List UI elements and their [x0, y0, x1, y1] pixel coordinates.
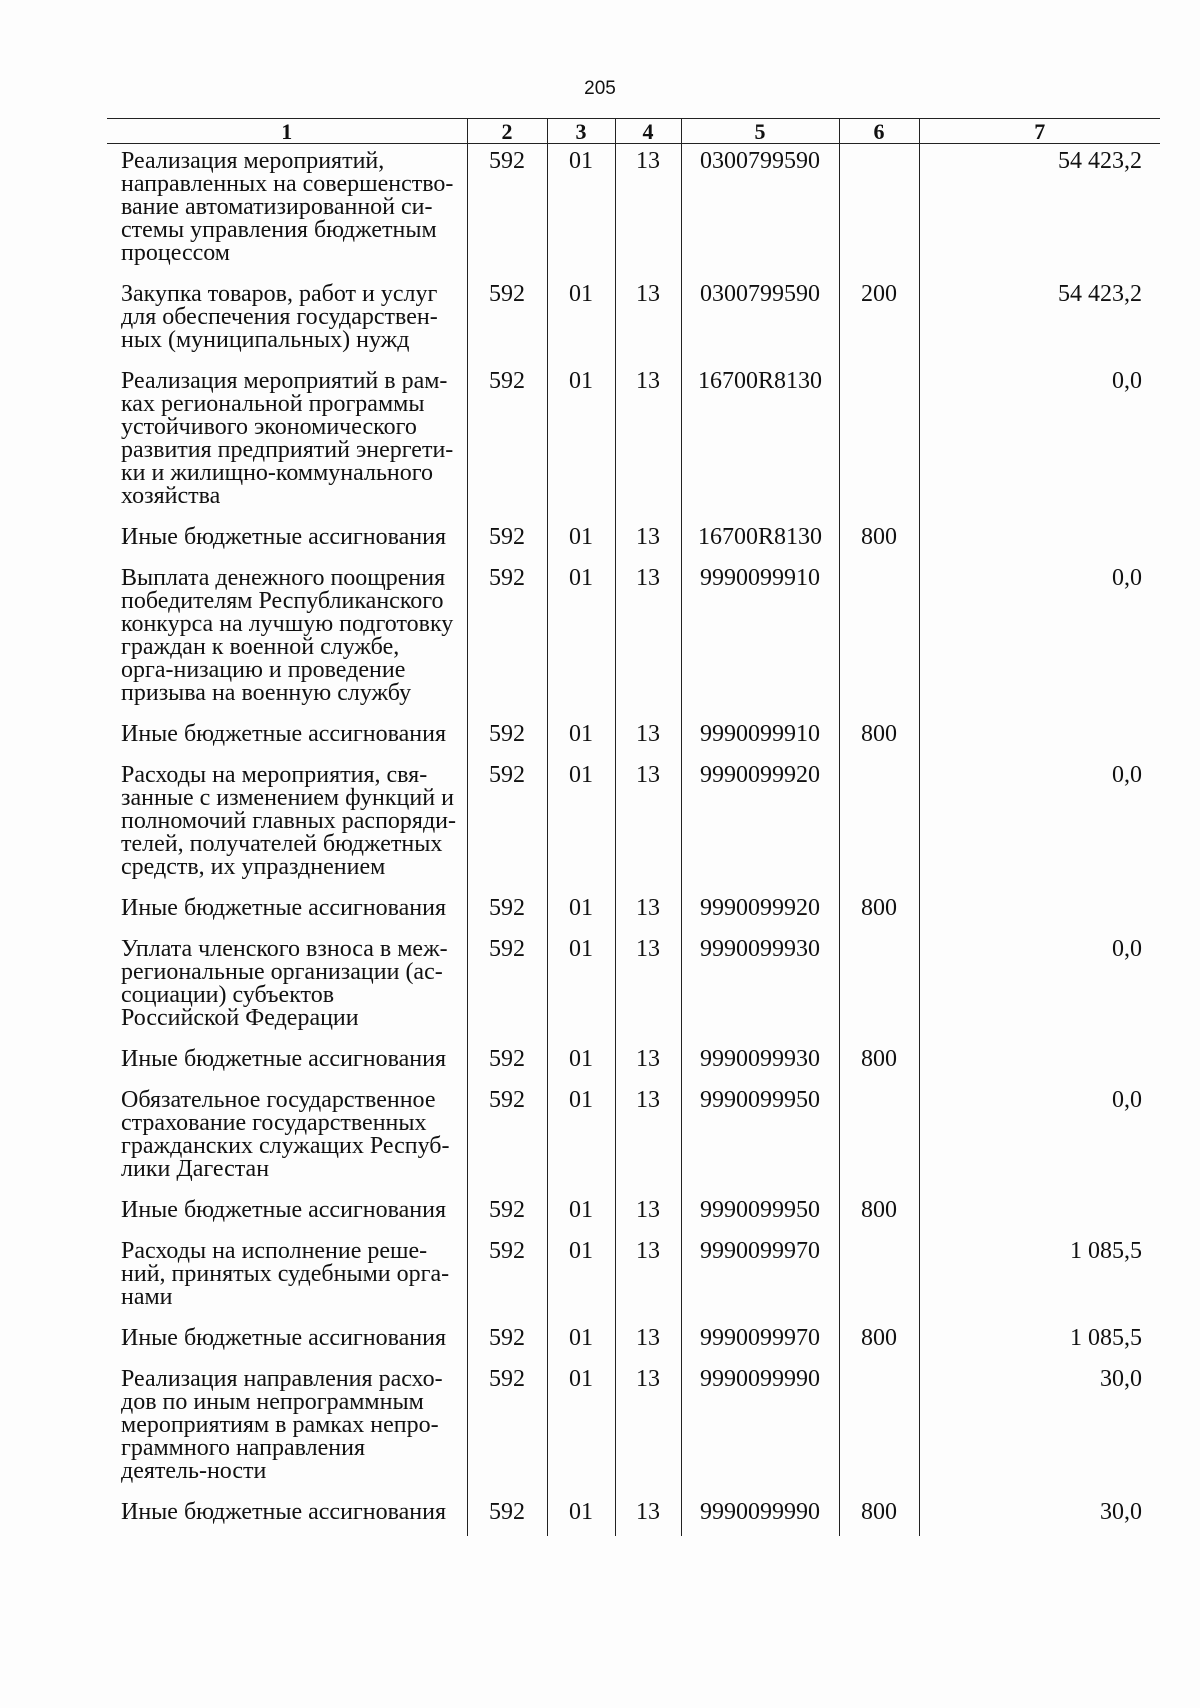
col-5-cell: 9990099920	[681, 758, 839, 891]
expense-name-cell: Реализация направления расхо-дов по иным непрограммным мероприятиям в рамках непро-граммного направления деятель-ности	[121, 1366, 443, 1484]
col-2-cell: 592	[467, 1193, 547, 1234]
expense-name-cell: Реализация мероприятий в рам-ках региональной программы устойчивого экономического развития предприятий энергети-ки и жилищно-коммунального хозяйства	[121, 368, 454, 509]
page-number: 205	[584, 78, 616, 99]
col-3-cell: 01	[547, 1234, 615, 1321]
table-row	[107, 1234, 1160, 1321]
col-3-cell: 01	[547, 1495, 615, 1536]
table-row	[107, 277, 1160, 364]
column-header-3: 3	[547, 119, 615, 144]
col-4-cell: 13	[615, 1495, 681, 1536]
amount-cell: 0,0	[919, 932, 1160, 1042]
col-6-cell	[839, 1362, 919, 1495]
column-header-6: 6	[839, 119, 919, 144]
col-5-cell: 9990099910	[681, 717, 839, 758]
table-row	[107, 364, 1160, 520]
expense-name-cell: Иные бюджетные ассигнования	[121, 1325, 446, 1351]
column-header-2: 2	[467, 119, 547, 144]
column-header-7: 7	[919, 119, 1160, 144]
col-5-cell: 9990099930	[681, 932, 839, 1042]
col-3-cell: 01	[547, 144, 615, 278]
col-2-cell: 592	[467, 1042, 547, 1083]
col-3-cell: 01	[547, 277, 615, 364]
col-3-cell: 01	[547, 364, 615, 520]
col-4-cell: 13	[615, 758, 681, 891]
col-6-cell: 800	[839, 717, 919, 758]
table-row	[107, 717, 1160, 758]
col-5-cell: 9990099970	[681, 1234, 839, 1321]
col-6-cell: 800	[839, 1042, 919, 1083]
col-2-cell: 592	[467, 1234, 547, 1321]
col-5-cell: 9990099990	[681, 1495, 839, 1536]
col-3-cell: 01	[547, 758, 615, 891]
col-5-cell: 9990099920	[681, 891, 839, 932]
col-5-cell: 9990099950	[681, 1193, 839, 1234]
col-6-cell: 800	[839, 891, 919, 932]
table-row	[107, 891, 1160, 932]
col-4-cell: 13	[615, 364, 681, 520]
col-5-cell: 0300799590	[681, 277, 839, 364]
col-3-cell: 01	[547, 717, 615, 758]
col-6-cell: 800	[839, 1495, 919, 1536]
amount-cell: 54 423,2	[919, 277, 1160, 364]
table-row	[107, 1362, 1160, 1495]
amount-cell: 1 085,5	[919, 1321, 1160, 1362]
header-row	[107, 119, 1160, 144]
col-5-cell: 9990099910	[681, 561, 839, 717]
amount-cell: 0,0	[919, 364, 1160, 520]
amount-cell	[919, 717, 1160, 758]
col-5-cell: 9990099990	[681, 1362, 839, 1495]
expense-name-cell: Обязательное государственное страхование государственных гражданских служащих Респуб-лики Дагестан	[121, 1087, 450, 1182]
col-4-cell: 13	[615, 1234, 681, 1321]
col-4-cell: 13	[615, 1321, 681, 1362]
col-4-cell: 13	[615, 277, 681, 364]
col-2-cell: 592	[467, 717, 547, 758]
table-row	[107, 1193, 1160, 1234]
expense-name-cell: Закупка товаров, работ и услуг для обеспечения государствен-ных (муниципальных) нужд	[121, 281, 438, 353]
expense-name-cell: Иные бюджетные ассигнования	[121, 1046, 446, 1072]
col-4-cell: 13	[615, 520, 681, 561]
col-6-cell: 200	[839, 277, 919, 364]
table-row	[107, 520, 1160, 561]
amount-cell	[919, 1193, 1160, 1234]
amount-cell	[919, 891, 1160, 932]
col-3-cell: 01	[547, 1362, 615, 1495]
col-3-cell: 01	[547, 891, 615, 932]
amount-cell: 0,0	[919, 561, 1160, 717]
column-header-4: 4	[615, 119, 681, 144]
col-6-cell	[839, 561, 919, 717]
expense-name-cell: Реализация мероприятий, направленных на совершенство-вание автоматизированной си-стемы управления бюджетным процессом	[121, 148, 454, 266]
col-2-cell: 592	[467, 932, 547, 1042]
col-2-cell: 592	[467, 758, 547, 891]
table-row	[107, 1042, 1160, 1083]
col-3-cell: 01	[547, 1042, 615, 1083]
col-6-cell	[839, 364, 919, 520]
expense-name-cell: Расходы на исполнение реше-ний, принятых судебными орга-нами	[121, 1238, 450, 1310]
expense-name-cell: Иные бюджетные ассигнования	[121, 524, 446, 550]
table-row	[107, 1495, 1160, 1536]
col-3-cell: 01	[547, 1321, 615, 1362]
expense-name-cell: Иные бюджетные ассигнования	[121, 1499, 446, 1525]
col-2-cell: 592	[467, 1362, 547, 1495]
col-4-cell: 13	[615, 144, 681, 278]
col-6-cell: 800	[839, 1193, 919, 1234]
budget-table	[107, 118, 1160, 1536]
col-2-cell: 592	[467, 144, 547, 278]
col-6-cell	[839, 1083, 919, 1193]
col-2-cell: 592	[467, 520, 547, 561]
col-2-cell: 592	[467, 1321, 547, 1362]
col-3-cell: 01	[547, 1083, 615, 1193]
col-5-cell: 0300799590	[681, 144, 839, 278]
col-3-cell: 01	[547, 1193, 615, 1234]
expense-name-cell: Уплата членского взноса в меж-региональные организации (ас-социации) субъектов Российской Федерации	[121, 936, 448, 1031]
amount-cell: 1 085,5	[919, 1234, 1160, 1321]
amount-cell: 30,0	[919, 1495, 1160, 1536]
expense-name-cell: Расходы на мероприятия, свя-занные с изменением функций и полномочий главных распоряди-телей, получателей бюджетных средств, их упразднением	[121, 762, 457, 880]
table-row	[107, 561, 1160, 717]
col-6-cell: 800	[839, 1321, 919, 1362]
col-5-cell: 9990099950	[681, 1083, 839, 1193]
col-3-cell: 01	[547, 932, 615, 1042]
col-4-cell: 13	[615, 932, 681, 1042]
table-row	[107, 1083, 1160, 1193]
col-4-cell: 13	[615, 1362, 681, 1495]
col-4-cell: 13	[615, 561, 681, 717]
col-5-cell: 16700R8130	[681, 520, 839, 561]
col-4-cell: 13	[615, 717, 681, 758]
expense-name-cell: Иные бюджетные ассигнования	[121, 1197, 446, 1223]
table-row	[107, 932, 1160, 1042]
expense-name-cell: Иные бюджетные ассигнования	[121, 895, 446, 921]
amount-cell: 0,0	[919, 1083, 1160, 1193]
column-header-5: 5	[681, 119, 839, 144]
col-6-cell	[839, 932, 919, 1042]
table-row	[107, 758, 1160, 891]
col-6-cell	[839, 1234, 919, 1321]
col-4-cell: 13	[615, 1193, 681, 1234]
expense-name-cell: Выплата денежного поощрения победителям Республиканского конкурса на лучшую подготовку граждан к военной службе, орга-низацию и проведение призыва на военную службу	[121, 565, 454, 706]
amount-cell	[919, 520, 1160, 561]
col-5-cell: 16700R8130	[681, 364, 839, 520]
col-2-cell: 592	[467, 1495, 547, 1536]
col-4-cell: 13	[615, 1042, 681, 1083]
col-3-cell: 01	[547, 561, 615, 717]
col-5-cell: 9990099970	[681, 1321, 839, 1362]
expense-name-cell: Иные бюджетные ассигнования	[121, 721, 446, 747]
table-body	[107, 144, 1160, 1537]
col-6-cell: 800	[839, 520, 919, 561]
col-2-cell: 592	[467, 364, 547, 520]
col-4-cell: 13	[615, 891, 681, 932]
table-row	[107, 144, 1160, 278]
col-6-cell	[839, 758, 919, 891]
amount-cell: 30,0	[919, 1362, 1160, 1495]
col-3-cell: 01	[547, 520, 615, 561]
table-row	[107, 1321, 1160, 1362]
amount-cell	[919, 1042, 1160, 1083]
col-5-cell: 9990099930	[681, 1042, 839, 1083]
amount-cell: 54 423,2	[919, 144, 1160, 278]
col-2-cell: 592	[467, 277, 547, 364]
col-2-cell: 592	[467, 561, 547, 717]
col-2-cell: 592	[467, 891, 547, 932]
col-4-cell: 13	[615, 1083, 681, 1193]
amount-cell: 0,0	[919, 758, 1160, 891]
column-header-1: 1	[107, 119, 467, 144]
col-2-cell: 592	[467, 1083, 547, 1193]
col-6-cell	[839, 144, 919, 278]
